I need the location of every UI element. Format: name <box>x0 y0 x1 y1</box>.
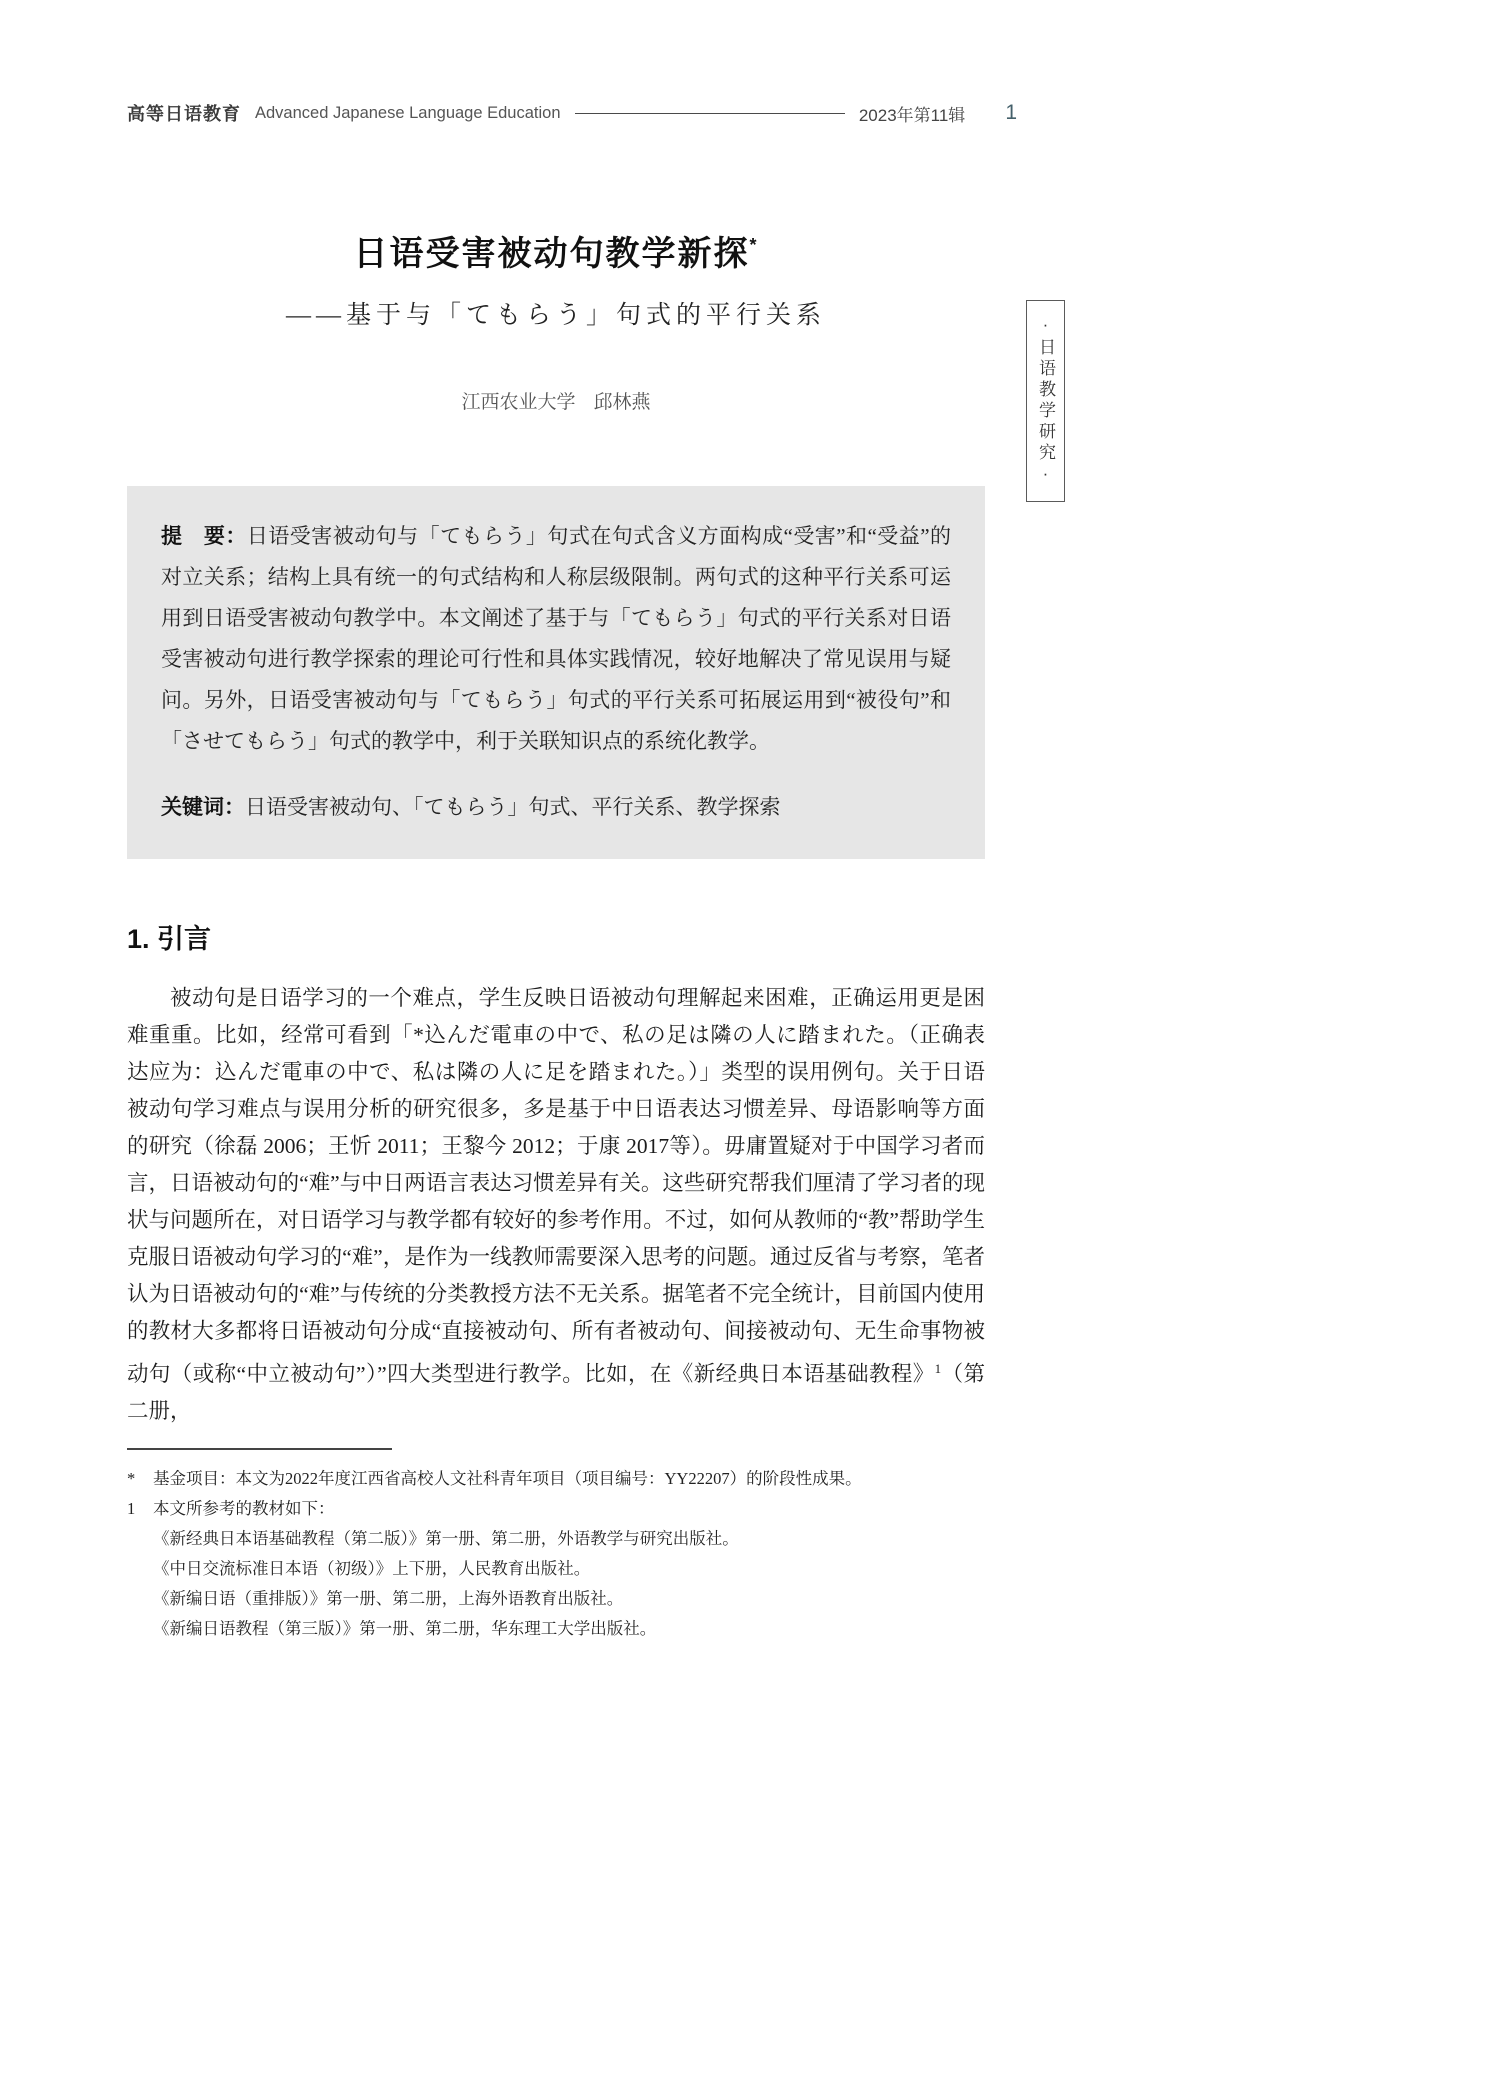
intro-paragraph <box>127 980 985 1430</box>
footnote-divider <box>127 1448 392 1450</box>
intro-paragraph-text: 被动句是日语学习的一个难点，学生反映日语被动句理解起来困难，正确运用更是困难重重。比如，经常可看到「*込んだ電車の中で、私の足は隣の人に踏まれた。（正确表达应为：込んだ電車の中で、私は隣の人に足を踏まれた。）」类型的误用例句。关于日语被动句学习难点与误用分析的研究很多，多是基于中日语表达习惯差异、母语影响等方面的研究（徐磊 2006；王忻 2011；王黎今 2012；于康 2017等）。毋庸置疑对于中国学习者而言，日语被动句的“难”与中日两语言表达习惯差异有关。这些研究帮我们厘清了学习者的现状与问题所在，对日语学习与教学都有较好的参考作用。不过，如何从教师的“教”帮助学生克服日语被动句学习的“难”，是作为一线教师需要深入思考的问题。通过反省与考察，笔者认为日语被动句的“难”与传统的分类教授方法不无关系。据笔者不完全统计，目前国内使用的教材大多都将日语被动句分成“直接被动句、所有者被动句、间接被动句、无生命事物被动句（或称“中立被动句”）”四大类型进行教学。比如，在《新经典日本语基础教程》 <box>127 986 985 1386</box>
author-line <box>127 387 985 414</box>
title-note-marker: * <box>749 235 759 255</box>
footnote-text: 基金项目：本文为2022年度江西省高校人文社科青年项目（项目编号：YY22207）的阶段性成果。 <box>153 1469 862 1488</box>
footnote-reference: 《新编日语教程（第三版）》第一册、第二册，华东理工大学出版社。 <box>153 1619 657 1638</box>
page-number: 1 <box>1005 101 1017 124</box>
abstract-box <box>127 486 985 859</box>
journal-name-cn: 高等日语教育 <box>127 104 241 124</box>
footnote-text: 本文所参考的教材如下： <box>153 1499 335 1518</box>
footnotes-area <box>127 1448 985 1644</box>
footnote-marker: * <box>127 1469 136 1488</box>
abstract-paragraph <box>161 516 951 762</box>
journal-header <box>127 100 1017 126</box>
footnote-textbooks <box>127 1494 985 1524</box>
sidebar-category-tab <box>1026 300 1065 502</box>
footnote-ref-1: 1 <box>934 1361 942 1376</box>
footnote-marker: 1 <box>127 1499 136 1518</box>
keywords-row <box>161 788 951 827</box>
footnote-reference: 《中日交流标准日本语（初级）》上下册，人民教育出版社。 <box>153 1559 591 1578</box>
keywords-label: 关键词： <box>161 796 245 819</box>
author-name: 邱林燕 <box>593 392 651 413</box>
intro-paragraph-tail: （第二册， <box>127 1362 985 1423</box>
abstract-label: 提 要： <box>161 525 247 548</box>
issue-label: 2023年第11辑 <box>858 105 966 125</box>
footnote-reference: 《新经典日本语基础教程（第二版）》第一册、第二册，外语教学与研究出版社。 <box>153 1529 739 1548</box>
section-heading-intro: 1. 引言 <box>127 924 212 954</box>
header-rule <box>575 113 845 114</box>
footnote-fund-project <box>127 1464 985 1494</box>
footnote-reference: 《新编日语（重排版）》第一册、第二册，上海外语教育出版社。 <box>153 1589 624 1608</box>
main-column <box>127 0 1017 1644</box>
article-title <box>127 226 985 275</box>
keywords-text: 日语受害被动句、「てもらう」句式、平行关系、教学探索 <box>245 795 781 819</box>
journal-name-en: Advanced Japanese Language Education <box>255 103 561 122</box>
article-title-text: 日语受害被动句教学新探 <box>353 235 750 273</box>
article-subtitle: ——基于与「てもらう」句式的平行关系 <box>285 302 826 329</box>
author-affiliation: 江西农业大学 <box>461 392 576 413</box>
abstract-text: 日语受害被动句与「てもらう」句式在句式含义方面构成“受害”和“受益”的对立关系；结构上具有统一的句式结构和人称层级限制。两句式的这种平行关系可运用到日语受害被动句教学中。本文阐述了基于与「てもらう」句式的平行关系对日语受害被动句进行教学探索的理论可行性和具体实践情况，较好地解决了常见误用与疑问。另外，日语受害被动句与「てもらう」句式的平行关系可拓展运用到“被役句”和「させてもらう」句式的教学中，利于关联知识点的系统化教学。 <box>161 524 952 753</box>
sidebar-category-label: ·日语教学研究· <box>1036 315 1055 487</box>
